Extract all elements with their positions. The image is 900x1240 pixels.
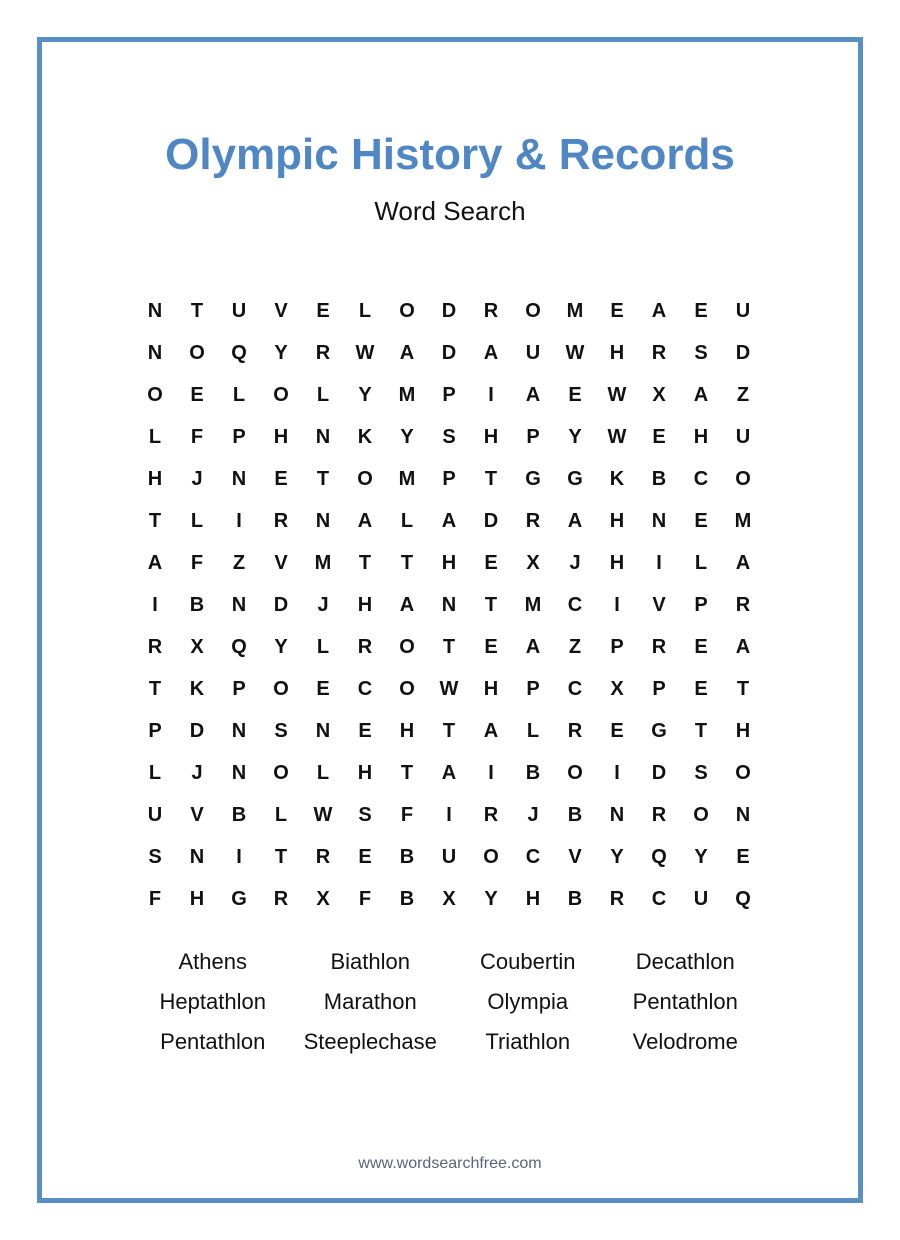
grid-letter[interactable]: G bbox=[567, 468, 583, 490]
grid-letter[interactable]: K bbox=[357, 426, 373, 448]
word-list-item: Biathlon bbox=[330, 949, 410, 974]
grid-letter[interactable]: D bbox=[189, 720, 205, 742]
grid-letter[interactable]: Y bbox=[484, 888, 498, 910]
grid-letter[interactable]: H bbox=[693, 426, 709, 448]
grid-letter[interactable]: M bbox=[734, 510, 752, 532]
grid-letter[interactable]: X bbox=[526, 552, 540, 574]
grid-letter[interactable]: I bbox=[488, 384, 494, 406]
grid-letter[interactable]: E bbox=[316, 300, 330, 322]
grid-letter[interactable]: R bbox=[483, 804, 499, 826]
grid-letter[interactable]: F bbox=[358, 888, 372, 910]
grid-letter[interactable]: O bbox=[483, 846, 499, 868]
grid-letter[interactable]: M bbox=[398, 384, 416, 406]
grid-letter[interactable]: E bbox=[652, 426, 666, 448]
grid-letter[interactable]: Y bbox=[400, 426, 414, 448]
grid-letter[interactable]: P bbox=[526, 426, 540, 448]
grid-letter[interactable]: N bbox=[651, 510, 667, 532]
grid-letter[interactable]: M bbox=[398, 468, 416, 490]
grid-letter[interactable]: B bbox=[399, 846, 415, 868]
grid-letter[interactable]: N bbox=[315, 510, 331, 532]
grid-letter[interactable]: B bbox=[399, 888, 415, 910]
grid-letter[interactable]: I bbox=[614, 594, 620, 616]
word-list-item: Heptathlon bbox=[159, 989, 266, 1014]
grid-letter[interactable]: C bbox=[651, 888, 667, 910]
grid-letter[interactable]: E bbox=[568, 384, 582, 406]
grid-letter[interactable]: M bbox=[524, 594, 542, 616]
grid-row bbox=[134, 374, 764, 416]
grid-letter[interactable]: R bbox=[651, 342, 667, 364]
grid-letter[interactable]: C bbox=[525, 846, 541, 868]
grid-letter[interactable]: Y bbox=[274, 636, 288, 658]
grid-row bbox=[134, 416, 764, 458]
grid-letter[interactable]: N bbox=[231, 468, 247, 490]
grid-row bbox=[134, 878, 764, 920]
grid-letter[interactable]: T bbox=[148, 510, 162, 532]
grid-letter[interactable]: L bbox=[694, 552, 708, 574]
grid-letter[interactable]: O bbox=[273, 762, 289, 784]
grid-letter[interactable]: T bbox=[694, 720, 708, 742]
grid-letter[interactable]: H bbox=[147, 468, 163, 490]
grid-letter[interactable]: H bbox=[525, 888, 541, 910]
grid-letter[interactable]: V bbox=[274, 300, 288, 322]
grid-letter[interactable]: T bbox=[442, 636, 456, 658]
grid-row bbox=[134, 668, 764, 710]
grid-letter[interactable]: N bbox=[147, 342, 163, 364]
grid-letter[interactable]: A bbox=[483, 720, 499, 742]
grid-letter[interactable]: E bbox=[190, 384, 204, 406]
grid-letter[interactable]: C bbox=[567, 594, 583, 616]
grid-letter[interactable]: T bbox=[736, 678, 750, 700]
grid-letter[interactable]: B bbox=[189, 594, 205, 616]
grid-letter[interactable]: R bbox=[147, 636, 163, 658]
grid-letter[interactable]: Y bbox=[274, 342, 288, 364]
grid-letter[interactable]: V bbox=[274, 552, 288, 574]
grid-letter[interactable]: P bbox=[652, 678, 666, 700]
grid-letter[interactable]: R bbox=[567, 720, 583, 742]
grid-letter[interactable]: P bbox=[610, 636, 624, 658]
grid-letter[interactable]: O bbox=[147, 384, 163, 406]
grid-letter[interactable]: P bbox=[148, 720, 162, 742]
grid-letter[interactable]: P bbox=[694, 594, 708, 616]
grid-letter[interactable]: U bbox=[231, 300, 247, 322]
grid-letter[interactable]: C bbox=[693, 468, 709, 490]
puzzle-subtitle: Word Search bbox=[374, 196, 526, 226]
grid-letter[interactable]: X bbox=[652, 384, 666, 406]
grid-letter[interactable]: Z bbox=[232, 552, 246, 574]
grid-letter[interactable]: U bbox=[693, 888, 709, 910]
grid-letter[interactable]: Q bbox=[651, 846, 667, 868]
grid-letter[interactable]: H bbox=[609, 342, 625, 364]
grid-letter[interactable]: L bbox=[190, 510, 204, 532]
grid-letter[interactable]: N bbox=[147, 300, 163, 322]
grid-row bbox=[134, 500, 764, 542]
grid-letter[interactable]: O bbox=[189, 342, 205, 364]
grid-letter[interactable]: Q bbox=[735, 888, 751, 910]
grid-letter[interactable]: U bbox=[441, 846, 457, 868]
word-list-item: Pentathlon bbox=[632, 989, 738, 1014]
grid-letter[interactable]: O bbox=[525, 300, 541, 322]
grid-letter[interactable]: D bbox=[441, 342, 457, 364]
grid-letter[interactable]: I bbox=[236, 510, 242, 532]
grid-letter[interactable]: T bbox=[316, 468, 330, 490]
grid-letter[interactable]: K bbox=[609, 468, 625, 490]
grid-letter[interactable]: C bbox=[567, 678, 583, 700]
grid-letter[interactable]: P bbox=[526, 678, 540, 700]
grid-letter[interactable]: B bbox=[525, 762, 541, 784]
grid-row bbox=[134, 332, 764, 374]
grid-letter[interactable]: N bbox=[735, 804, 751, 826]
grid-letter[interactable]: L bbox=[400, 510, 414, 532]
grid-letter[interactable]: R bbox=[651, 636, 667, 658]
grid-letter[interactable]: A bbox=[651, 300, 667, 322]
grid-letter[interactable]: L bbox=[526, 720, 540, 742]
grid-row bbox=[134, 794, 764, 836]
grid-letter[interactable]: A bbox=[147, 552, 163, 574]
grid-row bbox=[134, 626, 764, 668]
grid-letter[interactable]: Z bbox=[736, 384, 750, 406]
grid-row bbox=[134, 836, 764, 878]
grid-letter[interactable]: H bbox=[273, 426, 289, 448]
grid-letter[interactable]: R bbox=[315, 342, 331, 364]
grid-letter[interactable]: J bbox=[317, 594, 329, 616]
grid-letter[interactable]: E bbox=[358, 720, 372, 742]
grid-letter[interactable]: L bbox=[148, 762, 162, 784]
grid-letter[interactable]: M bbox=[566, 300, 584, 322]
grid-letter[interactable]: A bbox=[735, 552, 751, 574]
grid-letter[interactable]: T bbox=[484, 468, 498, 490]
grid-letter[interactable]: G bbox=[525, 468, 541, 490]
grid-letter[interactable]: A bbox=[525, 636, 541, 658]
grid-letter[interactable]: L bbox=[274, 804, 288, 826]
word-list bbox=[134, 942, 764, 1062]
grid-row bbox=[134, 752, 764, 794]
grid-letter[interactable]: N bbox=[441, 594, 457, 616]
grid-letter[interactable]: A bbox=[567, 510, 583, 532]
grid-letter[interactable]: H bbox=[189, 888, 205, 910]
grid-letter[interactable]: L bbox=[316, 384, 330, 406]
grid-letter[interactable]: R bbox=[651, 804, 667, 826]
grid-letter[interactable]: Y bbox=[358, 384, 372, 406]
grid-row bbox=[134, 290, 764, 332]
grid-letter[interactable]: T bbox=[358, 552, 372, 574]
grid-letter[interactable]: D bbox=[441, 300, 457, 322]
grid-letter[interactable]: A bbox=[399, 594, 415, 616]
grid-letter[interactable]: P bbox=[232, 678, 246, 700]
grid-letter[interactable]: I bbox=[614, 762, 620, 784]
grid-letter[interactable]: R bbox=[483, 300, 499, 322]
grid-letter[interactable]: T bbox=[484, 594, 498, 616]
grid-letter[interactable]: A bbox=[441, 510, 457, 532]
grid-letter[interactable]: O bbox=[399, 300, 415, 322]
grid-letter[interactable]: H bbox=[357, 594, 373, 616]
grid-letter[interactable]: D bbox=[483, 510, 499, 532]
grid-letter[interactable]: V bbox=[190, 804, 204, 826]
grid-letter[interactable]: N bbox=[189, 846, 205, 868]
grid-letter[interactable]: A bbox=[525, 384, 541, 406]
grid-letter[interactable]: C bbox=[357, 678, 373, 700]
grid-letter[interactable]: T bbox=[190, 300, 204, 322]
grid-letter[interactable]: T bbox=[400, 762, 414, 784]
grid-row bbox=[134, 458, 764, 500]
grid-letter[interactable]: E bbox=[316, 678, 330, 700]
grid-letter[interactable]: W bbox=[607, 426, 627, 448]
grid-letter[interactable]: T bbox=[442, 720, 456, 742]
grid-letter[interactable]: Z bbox=[568, 636, 582, 658]
grid-letter[interactable]: Q bbox=[231, 636, 247, 658]
grid-letter[interactable]: F bbox=[400, 804, 414, 826]
grid-letter[interactable]: A bbox=[357, 510, 373, 532]
grid-letter[interactable]: B bbox=[651, 468, 667, 490]
word-list-item: Triathlon bbox=[485, 1029, 571, 1054]
grid-letter[interactable]: I bbox=[446, 804, 452, 826]
grid-letter[interactable]: E bbox=[694, 510, 708, 532]
grid-letter[interactable]: H bbox=[483, 426, 499, 448]
grid-letter[interactable]: M bbox=[314, 552, 332, 574]
grid-row bbox=[134, 710, 764, 752]
grid-letter[interactable]: X bbox=[190, 636, 204, 658]
grid-letter[interactable]: S bbox=[442, 426, 456, 448]
grid-letter[interactable]: V bbox=[652, 594, 666, 616]
word-list-item: Athens bbox=[178, 949, 247, 974]
grid-letter[interactable]: N bbox=[231, 720, 247, 742]
grid-letter[interactable]: H bbox=[399, 720, 415, 742]
grid-letter[interactable]: H bbox=[483, 678, 499, 700]
grid-letter[interactable]: R bbox=[315, 846, 331, 868]
grid-letter[interactable]: K bbox=[189, 678, 205, 700]
grid-letter[interactable]: T bbox=[148, 678, 162, 700]
grid-letter[interactable]: G bbox=[651, 720, 667, 742]
grid-letter[interactable]: H bbox=[357, 762, 373, 784]
grid-letter[interactable]: O bbox=[399, 636, 415, 658]
grid-letter[interactable]: J bbox=[569, 552, 581, 574]
grid-letter[interactable]: F bbox=[190, 426, 204, 448]
grid-letter[interactable]: R bbox=[273, 888, 289, 910]
grid-letter[interactable]: S bbox=[358, 804, 372, 826]
grid-letter[interactable]: W bbox=[355, 342, 375, 364]
grid-letter[interactable]: Y bbox=[694, 846, 708, 868]
grid-letter[interactable]: Y bbox=[610, 846, 624, 868]
word-list-item: Velodrome bbox=[632, 1029, 738, 1054]
grid-letter[interactable]: O bbox=[399, 678, 415, 700]
grid-letter[interactable]: O bbox=[357, 468, 373, 490]
grid-letter[interactable]: N bbox=[315, 426, 331, 448]
grid-letter[interactable]: E bbox=[484, 636, 498, 658]
grid-letter[interactable]: H bbox=[735, 720, 751, 742]
grid-letter[interactable]: W bbox=[439, 678, 459, 700]
grid-letter[interactable]: E bbox=[610, 300, 624, 322]
grid-letter[interactable]: U bbox=[525, 342, 541, 364]
grid-letter[interactable]: U bbox=[147, 804, 163, 826]
grid-letter[interactable]: U bbox=[735, 426, 751, 448]
grid-letter[interactable]: J bbox=[191, 762, 203, 784]
grid-letter[interactable]: E bbox=[610, 720, 624, 742]
grid-letter[interactable]: D bbox=[273, 594, 289, 616]
grid-letter[interactable]: H bbox=[609, 510, 625, 532]
grid-letter[interactable]: I bbox=[656, 552, 662, 574]
grid-letter[interactable]: E bbox=[694, 300, 708, 322]
grid-letter[interactable]: W bbox=[313, 804, 333, 826]
grid-letter[interactable]: L bbox=[148, 426, 162, 448]
grid-letter[interactable]: V bbox=[568, 846, 582, 868]
grid-letter[interactable]: J bbox=[191, 468, 203, 490]
word-list-item: Steeplechase bbox=[303, 1029, 437, 1054]
grid-letter[interactable]: H bbox=[609, 552, 625, 574]
grid-row bbox=[134, 542, 764, 584]
grid-letter[interactable]: Q bbox=[231, 342, 247, 364]
grid-letter[interactable]: N bbox=[231, 762, 247, 784]
grid-letter[interactable]: L bbox=[358, 300, 372, 322]
grid-letter[interactable]: A bbox=[399, 342, 415, 364]
grid-letter[interactable]: T bbox=[274, 846, 288, 868]
grid-letter[interactable]: W bbox=[607, 384, 627, 406]
grid-letter[interactable]: J bbox=[527, 804, 539, 826]
footer-url: www.wordsearchfree.com bbox=[358, 1155, 542, 1172]
grid-letter[interactable]: L bbox=[232, 384, 246, 406]
grid-letter[interactable]: F bbox=[190, 552, 204, 574]
grid-letter[interactable]: H bbox=[441, 552, 457, 574]
grid-letter[interactable]: D bbox=[651, 762, 667, 784]
grid-letter[interactable]: P bbox=[442, 468, 456, 490]
grid-letter[interactable]: S bbox=[694, 762, 708, 784]
grid-letter[interactable]: E bbox=[694, 636, 708, 658]
grid-letter[interactable]: D bbox=[735, 342, 751, 364]
grid-letter[interactable]: E bbox=[694, 678, 708, 700]
grid-letter[interactable]: S bbox=[274, 720, 288, 742]
grid-letter[interactable]: L bbox=[316, 762, 330, 784]
grid-letter[interactable]: Y bbox=[568, 426, 582, 448]
grid-letter[interactable]: T bbox=[400, 552, 414, 574]
grid-letter[interactable]: B bbox=[567, 888, 583, 910]
grid-letter[interactable]: O bbox=[693, 804, 709, 826]
grid-letter[interactable]: E bbox=[274, 468, 288, 490]
puzzle-title: Olympic History & Records bbox=[165, 130, 735, 179]
word-list-item: Marathon bbox=[323, 989, 417, 1014]
grid-letter[interactable]: E bbox=[736, 846, 750, 868]
word-list-item: Decathlon bbox=[635, 949, 735, 974]
grid-letter[interactable]: S bbox=[148, 846, 162, 868]
grid-letter[interactable]: O bbox=[735, 762, 751, 784]
grid-letter[interactable]: N bbox=[315, 720, 331, 742]
grid-letter[interactable]: O bbox=[273, 384, 289, 406]
grid-letter[interactable]: R bbox=[357, 636, 373, 658]
grid-letter[interactable]: O bbox=[273, 678, 289, 700]
grid-letter[interactable]: W bbox=[565, 342, 585, 364]
grid-letter[interactable]: N bbox=[609, 804, 625, 826]
word-list-item: Olympia bbox=[487, 989, 569, 1014]
grid-letter[interactable]: L bbox=[316, 636, 330, 658]
grid-letter[interactable]: X bbox=[610, 678, 624, 700]
grid-letter[interactable]: X bbox=[316, 888, 330, 910]
grid-letter[interactable]: R bbox=[273, 510, 289, 532]
grid-letter[interactable]: E bbox=[358, 846, 372, 868]
grid-letter[interactable]: R bbox=[525, 510, 541, 532]
grid-letter[interactable]: P bbox=[232, 426, 246, 448]
grid-letter[interactable]: P bbox=[442, 384, 456, 406]
grid-letter[interactable]: F bbox=[148, 888, 162, 910]
grid-letter[interactable]: E bbox=[484, 552, 498, 574]
grid-letter[interactable]: S bbox=[694, 342, 708, 364]
grid-letter[interactable]: A bbox=[483, 342, 499, 364]
grid-letter[interactable]: B bbox=[231, 804, 247, 826]
grid-row bbox=[134, 584, 764, 626]
grid-letter[interactable]: O bbox=[567, 762, 583, 784]
grid-letter[interactable]: R bbox=[609, 888, 625, 910]
word-list-item: Pentathlon bbox=[160, 1029, 266, 1054]
grid-letter[interactable]: U bbox=[735, 300, 751, 322]
grid-letter[interactable]: X bbox=[442, 888, 456, 910]
grid-letter[interactable]: R bbox=[735, 594, 751, 616]
grid-letter[interactable]: B bbox=[567, 804, 583, 826]
grid-letter[interactable]: N bbox=[231, 594, 247, 616]
letter-grid bbox=[134, 290, 764, 920]
grid-letter[interactable]: A bbox=[441, 762, 457, 784]
grid-letter[interactable]: G bbox=[231, 888, 247, 910]
grid-letter[interactable]: A bbox=[735, 636, 751, 658]
grid-letter[interactable]: A bbox=[693, 384, 709, 406]
grid-letter[interactable]: I bbox=[152, 594, 158, 616]
grid-letter[interactable]: O bbox=[735, 468, 751, 490]
word-list-item: Coubertin bbox=[480, 949, 576, 974]
grid-letter[interactable]: I bbox=[488, 762, 494, 784]
grid-letter[interactable]: I bbox=[236, 846, 242, 868]
